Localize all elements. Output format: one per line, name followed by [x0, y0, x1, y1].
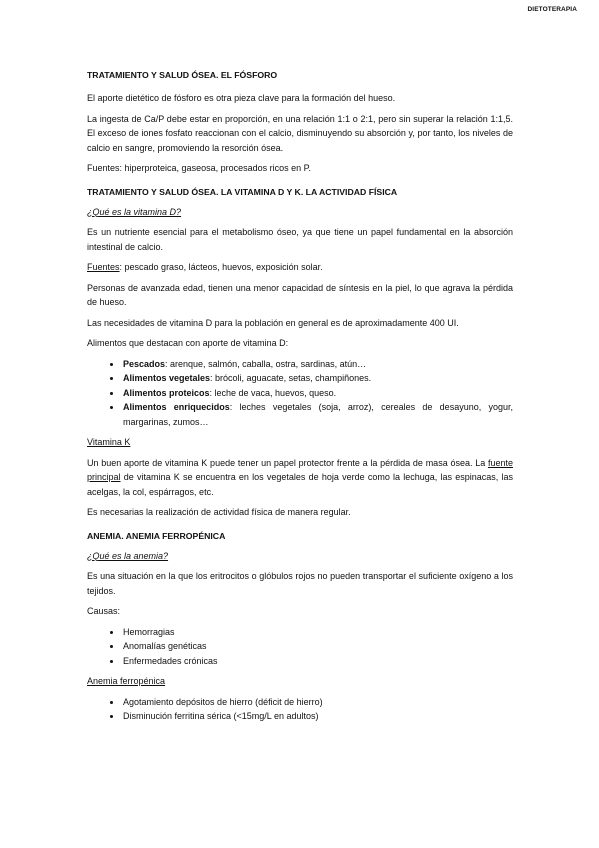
paragraph: La ingesta de Ca/P debe estar en proporción, en una relación 1:1 o 2:1, pero sin superar la relación 1:1,5. El exceso de iones fosfato reaccionan con el calcio, disminuyendo su absorción y, por tanto, los niveles de calcio en sangre, promoviendo la resorción ósea. [87, 113, 513, 153]
paragraph: El aporte dietético de fósforo es otra pieza clave para la formación del hueso. [87, 93, 396, 103]
fuentes-label: Fuentes [87, 262, 120, 272]
item-text: : arenque, salmón, caballa, ostra, sardinas, atún… [165, 358, 367, 369]
anemia-ferropenica-heading [87, 674, 513, 689]
item-label: Alimentos proteicos [123, 387, 210, 398]
item-text: : leche de vaca, huevos, queso. [209, 387, 337, 398]
vitamina-k-heading [87, 435, 513, 450]
fuentes-text: : pescado graso, lácteos, huevos, exposición solar. [119, 262, 323, 272]
fuente-principal-text: fuente principal [87, 457, 513, 482]
question-text: ¿Qué es la anemia? [87, 550, 169, 561]
item-label: Alimentos enriquecidos [123, 402, 230, 412]
list-item [122, 357, 513, 372]
paragraph: Alimentos que destacan con aporte de vitamina D: [87, 338, 289, 348]
paragraph: Es necesarias la realización de actividad física de manera regular. [87, 507, 351, 517]
list-item: • Anomalías genéticas [122, 639, 513, 654]
paragraph: Es un nutriente esencial para el metabolismo óseo, ya que tiene un papel fundamental en la absorción intestinal de calcio. [87, 227, 513, 252]
item-text: : leches vegetales (soja, arroz), cereales de desayuno, yogur, margarinas, zumos… [123, 402, 513, 427]
causas-label: Causas: [87, 606, 121, 616]
vitamina-k-title: Vitamina K [87, 437, 131, 447]
item-text: : brócoli, aguacate, setas, champiñones. [210, 373, 372, 383]
question-heading [87, 549, 513, 564]
section-title-anemia: ANEMIA. ANEMIA FERROPÉNICA [87, 530, 226, 541]
anemia-ferropenica-title: Anemia ferropénica [87, 676, 166, 686]
causas-list [87, 625, 513, 669]
list-item [122, 400, 513, 429]
item-label: Alimentos vegetales [123, 373, 211, 383]
running-header: DIETOTERAPIA [527, 6, 577, 13]
list-item [122, 386, 513, 401]
section-title-fosforo: TRATAMIENTO Y SALUD ÓSEA. EL FÓSFORO [87, 70, 278, 80]
text-run: Un buen aporte de vitamina K puede tener un papel protector frente a la pérdida de masa ósea. La [87, 457, 488, 468]
alimentos-list [87, 357, 513, 430]
paragraph: Fuentes: hiperproteica, gaseosa, procesados ricos en P. [87, 163, 311, 173]
list-item: • Disminución ferritina sérica (<15mg/L en adultos) [122, 709, 513, 724]
list-item [122, 371, 513, 386]
vitamina-k-paragraph [87, 456, 513, 500]
paragraph: Es una situación en la que los eritrocitos o glóbulos rojos no pueden transportar el suficiente oxígeno a los tejidos. [87, 571, 513, 596]
paragraph: Las necesidades de vitamina D para la población en general es de aproximadamente 400 UI. [87, 317, 459, 328]
list-item: • Hemorragias [122, 625, 513, 640]
text-run: de vitamina K se encuentra en los vegetales de hoja verde como la lechuga, las espinacas, las acelgas, la col, espárragos, etc. [87, 472, 513, 497]
paragraph: Personas de avanzada edad, tienen una menor capacidad de síntesis en la piel, lo que agrava la pérdida de hueso. [87, 282, 513, 307]
list-item: • Agotamiento depósitos de hierro (déficit de hierro) [122, 695, 513, 710]
section-title-vitamina-d-k: TRATAMIENTO Y SALUD ÓSEA. LA VITAMINA D Y K. LA ACTIVIDAD FÍSICA [87, 186, 398, 197]
question-heading [87, 205, 513, 220]
document-body [87, 68, 513, 730]
question-text: ¿Qué es la vitamina D? [87, 206, 182, 217]
fuentes-paragraph [87, 260, 513, 275]
anemia-ferropenica-list [87, 695, 513, 724]
item-label: Pescados [123, 358, 166, 369]
list-item: • Enfermedades crónicas [122, 654, 513, 669]
